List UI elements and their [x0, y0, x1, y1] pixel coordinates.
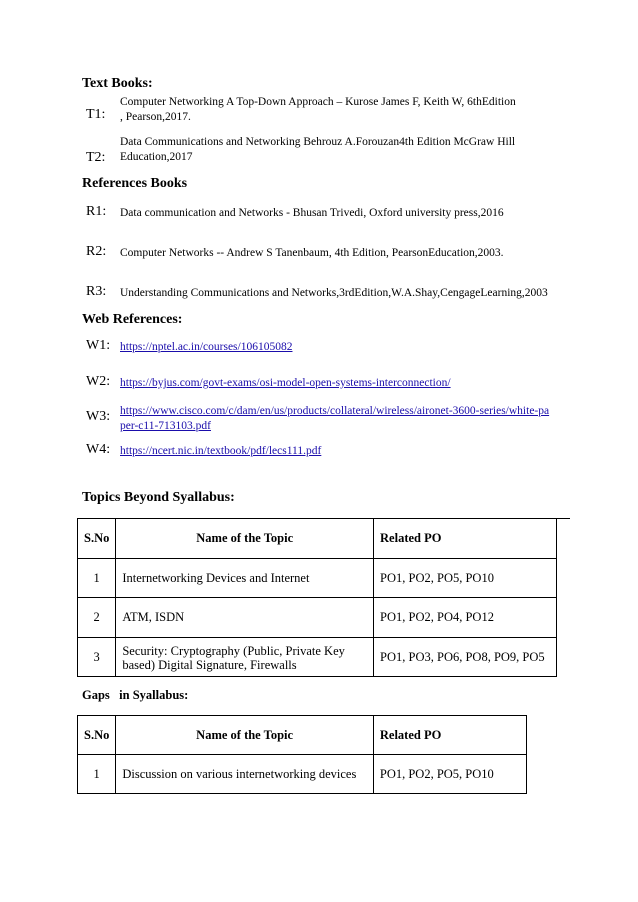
- table-header-row: [78, 519, 557, 559]
- cell-sno: 1: [78, 559, 116, 598]
- textbook-entry-t2: Data Communications and Networking Behrouz A.Forouzan4th Edition McGraw Hill Education,2017: [120, 136, 516, 163]
- table-edge-rule: [556, 518, 570, 519]
- column-header-sno: S.No: [78, 519, 116, 559]
- column-header-topic: Name of the Topic: [116, 519, 374, 559]
- column-header-po: Related PO: [373, 716, 526, 755]
- cell-topic: Discussion on various internetworking devices: [116, 755, 374, 794]
- web-reference-link-w4[interactable]: https://ncert.nic.in/textbook/pdf/lecs111.pdf: [120, 445, 322, 457]
- cell-sno: 2: [78, 598, 116, 638]
- textbook-tag-t1: T1:: [86, 107, 106, 122]
- cell-po: PO1, PO2, PO5, PO10: [374, 559, 557, 598]
- cell-sno: 1: [78, 755, 116, 794]
- cell-topic: Security: Cryptography (Public, Private Key based) Digital Signature, Firewalls: [116, 638, 374, 677]
- column-header-topic: Name of the Topic: [116, 716, 374, 755]
- reference-entry-r3: Understanding Communications and Networks,3rdEdition,W.A.Shay,CengageLearning,2003: [120, 287, 548, 299]
- text-books-heading: Text Books:: [82, 76, 153, 91]
- reference-tag-r3: R3:: [86, 284, 107, 299]
- web-reference-link-w1[interactable]: https://nptel.ac.in/courses/106105082: [120, 341, 293, 353]
- web-reference-link-w3[interactable]: https://www.cisco.com/c/dam/en/us/products/collateral/wireless/aironet-3600-series/white-paper-c11-713103.pdf: [120, 405, 550, 432]
- web-reference-tag-w3: W3:: [86, 409, 111, 424]
- cell-po: PO1, PO2, PO4, PO12: [374, 598, 557, 638]
- reference-entry-r1: Data communication and Networks - Bhusan Trivedi, Oxford university press,2016: [120, 207, 504, 219]
- cell-po: PO1, PO2, PO5, PO10: [373, 755, 526, 794]
- textbook-entry-t1: Computer Networking A Top-Down Approach – Kurose James F, Keith W, 6thEdition , Pearson,2017.: [120, 96, 516, 123]
- column-header-po: Related PO: [374, 519, 557, 559]
- table-row: [78, 559, 557, 598]
- web-references-heading: Web References:: [82, 312, 183, 327]
- web-reference-link-w2[interactable]: https://byjus.com/govt-exams/osi-model-open-systems-interconnection/: [120, 377, 451, 389]
- reference-entry-r2: Computer Networks -- Andrew S Tanenbaum, 4th Edition, PearsonEducation,2003.: [120, 247, 504, 259]
- table-header-row: [78, 716, 527, 755]
- references-heading: References Books: [82, 176, 188, 191]
- gaps-table: [77, 715, 527, 794]
- web-reference-tag-w1: W1:: [86, 338, 111, 353]
- reference-tag-r1: R1:: [86, 204, 107, 219]
- cell-topic: Internetworking Devices and Internet: [116, 559, 374, 598]
- topics-beyond-table: [77, 518, 557, 677]
- cell-sno: 3: [78, 638, 116, 677]
- cell-topic: ATM, ISDN: [116, 598, 374, 638]
- reference-tag-r2: R2:: [86, 244, 107, 259]
- web-reference-tag-w2: W2:: [86, 374, 111, 389]
- web-reference-tag-w4: W4:: [86, 442, 111, 457]
- topics-beyond-heading: Topics Beyond Syallabus:: [82, 490, 235, 505]
- gaps-heading: Gaps in Syallabus:: [82, 688, 189, 702]
- table-row: [78, 755, 527, 794]
- column-header-sno: S.No: [78, 716, 116, 755]
- textbook-tag-t2: T2:: [86, 150, 106, 165]
- table-row: [78, 638, 557, 677]
- table-row: [78, 598, 557, 638]
- cell-po: PO1, PO3, PO6, PO8, PO9, PO5: [374, 638, 557, 677]
